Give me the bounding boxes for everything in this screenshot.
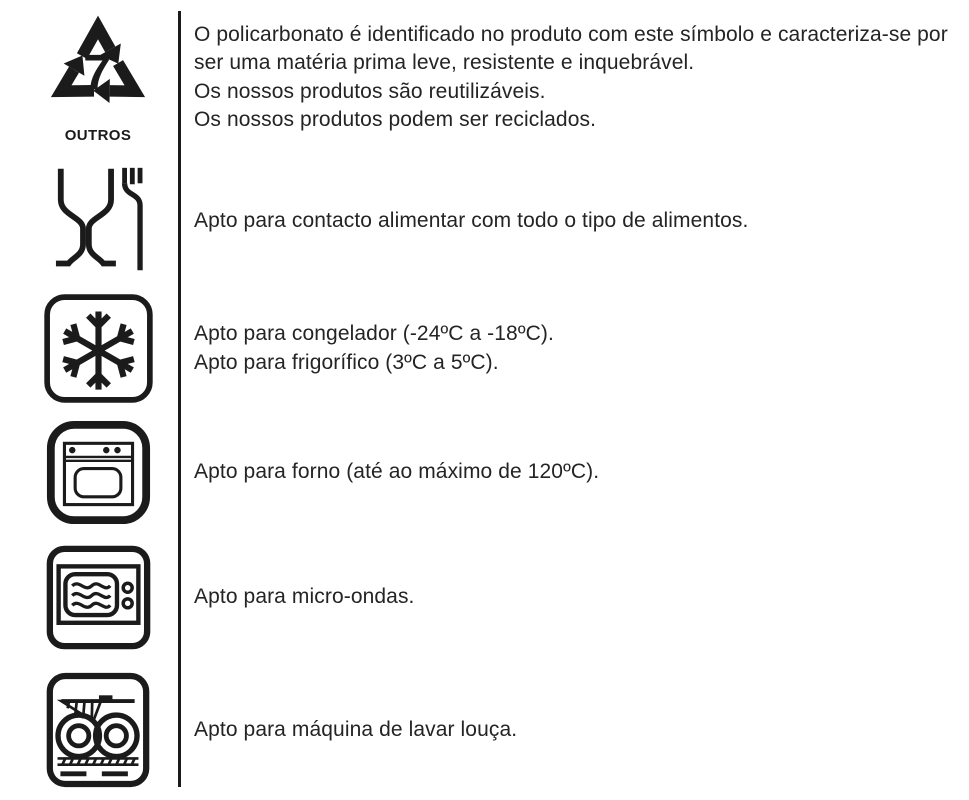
dishwasher-icon-cell [0,660,178,800]
freezer-description [178,287,969,410]
recycling-7-icon [35,12,161,126]
oven-icon-cell [0,410,178,535]
oven-icon [45,419,152,526]
row-dishwasher [0,660,969,800]
microwave-icon [45,544,152,651]
row-freezer [0,287,969,410]
row-food-contact [0,155,969,287]
description-line: Apto para contacto alimentar com todo o tipo de alimentos. [194,208,749,232]
description-line: O policarbonato é identificado no produto com este símbolo e caracteriza-se por [194,22,948,46]
freezer-icon-cell [0,287,178,410]
food-contact-description [178,155,969,287]
vertical-divider [178,11,181,787]
microwave-icon-cell [0,535,178,660]
recycling-icon-cell [0,0,178,155]
food-safe-glass-fork-icon [47,163,149,279]
recycling-code-number: 7 [83,43,112,100]
row-microwave [0,535,969,660]
polycarbonate-description [178,0,969,155]
row-oven [0,410,969,535]
dishwasher-description [178,660,969,800]
food-safe-icon-cell [0,155,178,287]
freezer-snowflake-icon [42,292,155,405]
recycling-caption: OUTROS [64,126,132,144]
description-line: Apto para congelador (-24ºC a -18ºC). [194,322,554,345]
description-line: Os nossos produtos são reutilizáveis. [194,79,546,103]
oven-description [178,410,969,535]
description-line: Apto para forno (até ao máximo de 120ºC). [194,460,600,484]
description-line: Apto para frigorífico (3ºC a 5ºC). [194,350,499,374]
dishwasher-icon [45,671,151,789]
microwave-description [178,535,969,660]
description-line: ser uma matéria prima leve, resistente e inquebrável. [194,51,695,74]
description-line: Os nossos produtos podem ser reciclados. [194,108,597,131]
row-polycarbonate [0,0,969,155]
description-line: Apto para micro-ondas. [194,585,415,609]
description-line: Apto para máquina de lavar louça. [194,717,518,741]
